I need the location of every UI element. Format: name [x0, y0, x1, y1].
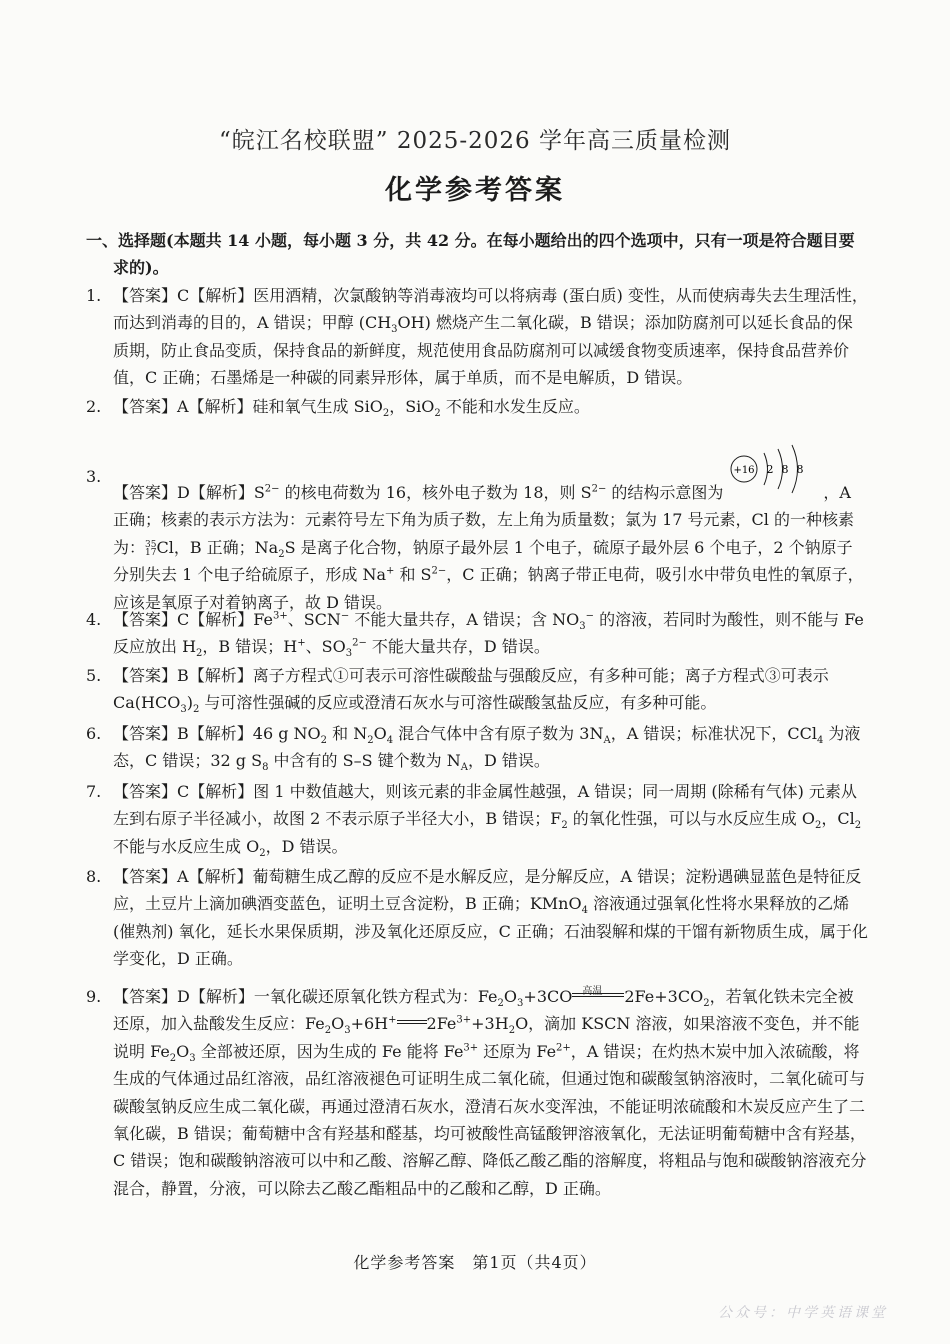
- watermark: 公众号：中学英语课堂: [718, 1305, 888, 1321]
- question-number: 3.: [86, 467, 102, 486]
- question-8: [86, 863, 868, 973]
- nucleus-charge: +16: [733, 465, 755, 476]
- equals-sign: [397, 1017, 427, 1029]
- question-9: [86, 983, 868, 1202]
- question-number: 7.: [86, 782, 102, 801]
- question-2-answer: 【答案】A【解析】硅和氧气生成 SiO$_2$，SiO$_2$ 不能和水发生反应。: [113, 397, 590, 420]
- question-5-answer: 【答案】B【解析】离子方程式①可表示可溶性碳酸盐与强酸反应，有多种可能；离子方程式③可表示 $Ca(HCO_3)_2$ 与可溶性强碱的反应或澄清石灰水与可溶性碳酸氢盐反应，有多种可能。: [113, 666, 829, 716]
- question-9-answer: 【答案】D【解析】一氧化碳还原氧化铁方程式为：$Fe_2O_3+3CO$ 高温 $2Fe+3CO_2$，若氧化铁未完全被还原，加入盐酸发生反应：$Fe_2O_3+6H^+$ $2Fe^{3+}+3H_2O$，滴加 KSCN 溶液，如果溶液不变色，并不能说明 $Fe_2O_3$ 全部被还原，因为生成的 Fe 能将 $Fe^{3+}$ 还原为 $Fe^{2+}$，A 错误；在灼热木炭中加入浓硫酸，将生成的气体通过品红溶液，品红溶液褪色可证明生成二氧化硫，但通过饱和碳酸氢钠溶液时，二氧化硫可与碳酸氢钠反应生成二氧化碳，再通过澄清石灰水，澄清石灰水变浑浊，不能证明浓硫酸和木炭反应产生了二氧化碳，B 错误；葡萄糖中含有羟基和醛基，均可被酸性高锰酸钾溶液氧化，无法证明葡萄糖中含有羟基，C 错误；饱和碳酸钠溶液可以中和乙酸、溶解乙醇、降低乙酸乙酯的溶解度，将粗品与饱和碳酸钠溶液充分混合，静置，分液，可以除去乙酸乙酯粗品中的乙酸和乙醇，D 正确。: [113, 983, 868, 1202]
- page-title: 化学参考答案: [385, 175, 565, 206]
- question-8-answer: 【答案】A【解析】葡萄糖生成乙醇的反应不是水解反应，是分解反应，A 错误；淀粉遇碘显蓝色是特征反应，土豆片上滴加碘酒变蓝色，证明土豆含淀粉，B 正确；KMnO$_4$ 溶液通过强氧化性将水果释放的乙烯 (催熟剂) 氧化，延长水果保质期，涉及氧化还原反应，C 正确；石油裂解和煤的干馏有新物质生成，属于化学变化，D 正确。: [113, 867, 868, 969]
- question-7: [86, 778, 868, 860]
- question-2: [86, 393, 868, 420]
- question-number: 4.: [86, 610, 102, 629]
- shell-2-electrons: 8: [781, 463, 789, 476]
- question-6: [86, 720, 868, 775]
- question-5: [86, 662, 868, 717]
- question-number: 8.: [86, 867, 102, 886]
- question-number: 1.: [86, 286, 102, 305]
- question-7-answer: 【答案】C【解析】图 1 中数值越大，则该元素的非金属性越强，A 错误；同一周期 (除稀有气体) 元素从左到右原子半径减小，故图 2 不表示原子半径大小，B 错误；$F_2$ 的氧化性强，可以与水反应生成 $O_2$，$Cl_2$ 不能与水反应生成 $O_2$，D 错误。: [113, 782, 862, 859]
- section-heading: [86, 227, 876, 281]
- question-number: 2.: [86, 397, 102, 416]
- question-4-answer: 【答案】C【解析】$Fe^{3+}$、SCN− 不能大量共存，A 错误；含 $NO_3^-$ 的溶液，若同时为酸性，则不能与 Fe 反应放出 $H_2$，B 错误；H+、$SO_3^{2-}$ 不能大量共存，D 错误。: [113, 610, 864, 660]
- reaction-condition: 高温: [582, 986, 603, 997]
- question-3: [86, 463, 868, 616]
- section-heading-line1: 一、选择题(本题共 14 小题，每小题 3 分，共 42 分。在每小题给出的四个选项中，只有一项是符合题目要: [86, 231, 855, 250]
- question-1-answer: 【答案】C【解析】医用酒精，次氯酸钠等消毒液均可以将病毒 (蛋白质) 变性，从而使病毒失去生理活性，而达到消毒的目的，A 错误；甲醇 $(CH_3OH)$ 燃烧产生二氧化碳，B 错误；添加防腐剂可以延长食品的保质期，防止食品变质，保持食品的新鲜度，规范使用食品防腐剂可以减缓食物变质速率，保持食品营养价值，C 正确；石墨烯是一种碳的同素异形体，属于单质，而不是电解质，D 错误。: [113, 286, 868, 388]
- exam-header: “皖江名校联盟” 2025-2026 学年高三质量检测: [219, 128, 731, 154]
- shell-3-electrons: 8: [796, 463, 804, 476]
- sulfide-ion-structure-diagram: [727, 463, 819, 501]
- question-number: 5.: [86, 666, 102, 685]
- shell-1-electrons: 2: [766, 463, 774, 476]
- page-footer: 化学参考答案 第1页（共4页）: [353, 1253, 597, 1272]
- question-number: 9.: [86, 987, 102, 1006]
- question-4: [86, 606, 868, 661]
- reaction-condition-arrow: [572, 986, 624, 1002]
- question-1: [86, 282, 868, 392]
- question-6-answer: 【答案】B【解析】46 g $NO_2$ 和 $N_2O_4$ 混合气体中含有原子数为 $3N_A$，A 错误；标准状况下，CCl$_4$ 为液态，C 错误；32 g $S_8$ 中含有的 S–S 键个数为 $N_A$，D 错误。: [113, 724, 861, 774]
- section-heading-line2: 求的)。: [113, 258, 169, 277]
- question-3-answer: 【答案】D【解析】$S^{2-}$ 的核电荷数为 16，核外电子数为 18，则 $S^{2-}$ 的结构示意图为 +16 2 8 8 ，A 正确；核素的表示方法为：元素符号左下角为质子数，左上角为质量数；氯为 17 号元素，Cl 的一种核素为：35 17Cl，B 正确；$Na_2S$ 是离子化合物，钠原子最外层 1 个电子，硫原子最外层 6 个电子，2 个钠原子分别失去 1 个电子给硫原子，形成 Na+ 和 $S^{2-}$，C 正确；钠离子带正电荷，吸引水中带负电性的氧原子，应该是氧原子对着钠离子，故 D 错误。: [113, 463, 868, 616]
- question-number: 6.: [86, 724, 102, 743]
- atom-shell-diagram: [727, 439, 819, 495]
